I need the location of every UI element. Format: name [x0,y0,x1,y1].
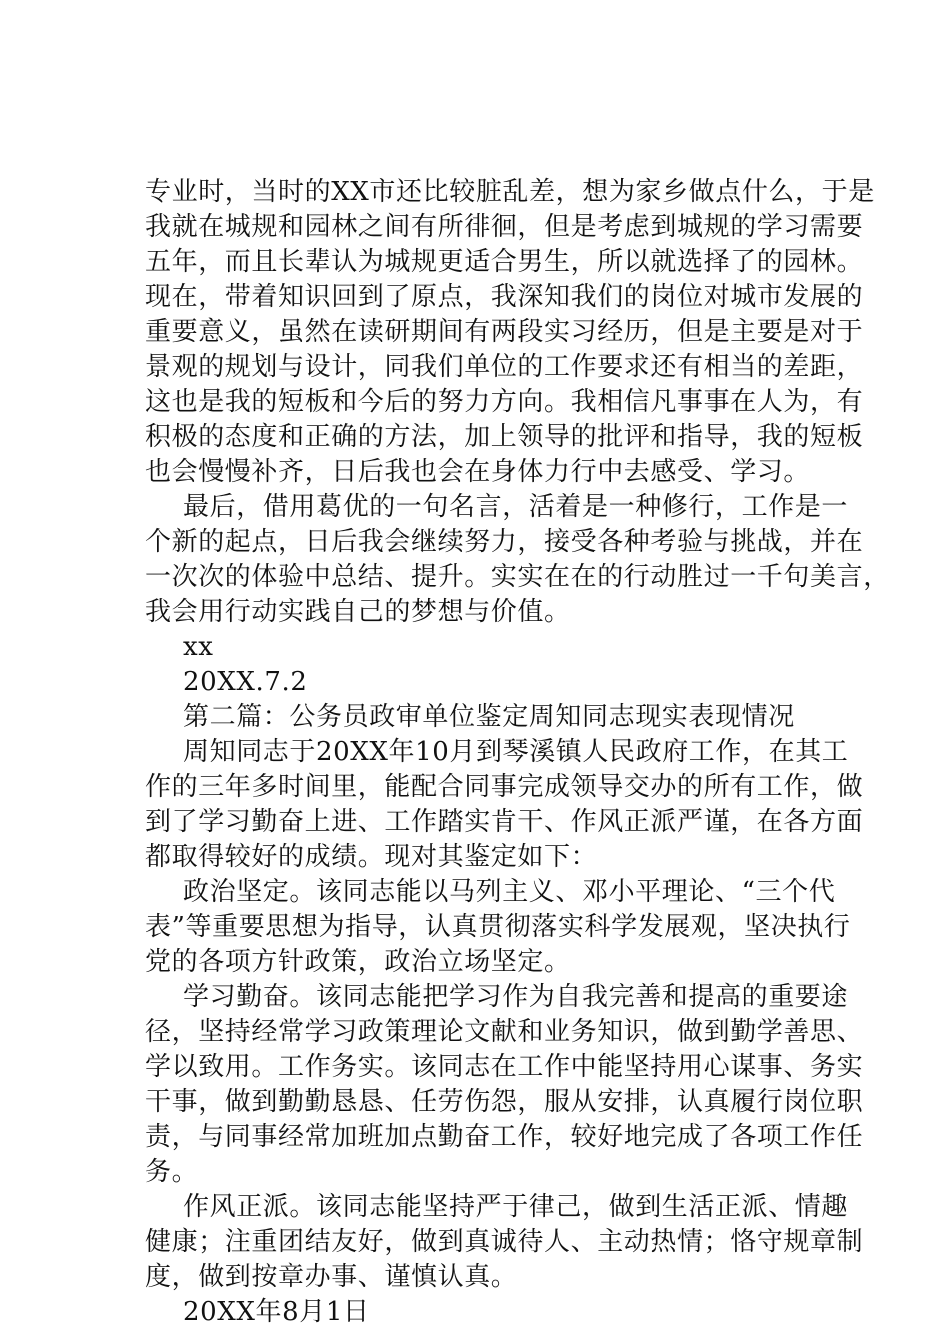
body-line: 都取得较好的成绩。现对其鉴定如下： [145,842,598,872]
body-line: 学习勤奋。该同志能把学习作为自我完善和提高的重要途 [183,982,849,1012]
body-line: 径，坚持经常学习政策理论文献和业务知识，做到勤学善思、 [145,1017,864,1047]
body-line: 健康；注重团结友好，做到真诚待人、主动热情；恪守规章制 [145,1227,864,1257]
body-line: 专业时，当时的XX市还比较脏乱差，想为家乡做点什么，于是 [145,177,875,207]
body-line: 度，做到按章办事、谨慎认真。 [145,1262,518,1292]
body-line: 重要意义，虽然在读研期间有两段实习经历，但是主要是对于 [145,317,864,347]
body-line: 到了学习勤奋上进、工作踏实肯干、作风正派严谨，在各方面 [145,807,864,837]
body-line: 个新的起点，日后我会继续努力，接受各种考验与挑战，并在 [145,527,864,557]
body-line: 这也是我的短板和今后的努力方向。我相信凡事事在人为，有 [145,387,864,417]
body-line: 也会慢慢补齐，日后我也会在身体力行中去感受、学习。 [145,457,811,487]
body-line: 作的三年多时间里，能配合同事完成领导交办的所有工作，做 [145,772,864,802]
body-line: 务。 [145,1157,199,1187]
section-title: 第二篇：公务员政审单位鉴定周知同志现实表现情况 [183,702,795,732]
body-line: 景观的规划与设计，同我们单位的工作要求还有相当的差距， [145,352,864,382]
body-line: 现在，带着知识回到了原点，我深知我们的岗位对城市发展的 [145,282,864,312]
body-line: 表”等重要思想为指导，认真贯彻落实科学发展观，坚决执行 [145,912,851,942]
body-line: 作风正派。该同志能坚持严于律己，做到生活正派、情趣 [183,1192,849,1222]
closing-date: 20XX年8月1日 [183,1297,370,1327]
body-line: 最后，借用葛优的一句名言，活着是一种修行，工作是一 [183,492,849,522]
body-line: 周知同志于20XX年10月到琴溪镇人民政府工作，在其工 [183,737,849,767]
body-line: 政治坚定。该同志能以马列主义、邓小平理论、“三个代 [183,877,836,907]
body-line: 一次次的体验中总结、提升。实实在在的行动胜过一千句美言， [145,562,890,592]
body-line: 我会用行动实践自己的梦想与价值。 [145,597,571,627]
body-line: 五年，而且长辈认为城规更适合男生，所以就选择了的园林。 [145,247,864,277]
body-line: 责，与同事经常加班加点勤奋工作，较好地完成了各项工作任 [145,1122,864,1152]
body-line: 积极的态度和正确的方法，加上领导的批评和指导，我的短板 [145,422,864,452]
signature-date: 20XX.7.2 [183,667,308,697]
body-line: 我就在城规和园林之间有所徘徊，但是考虑到城规的学习需要 [145,212,864,242]
signature-name: xx [183,632,214,662]
body-line: 党的各项方针政策，政治立场坚定。 [145,947,571,977]
body-line: 学以致用。工作务实。该同志在工作中能坚持用心谋事、务实 [145,1052,864,1082]
body-line: 干事，做到勤勤恳恳、任劳伤怨，服从安排，认真履行岗位职 [145,1087,864,1117]
